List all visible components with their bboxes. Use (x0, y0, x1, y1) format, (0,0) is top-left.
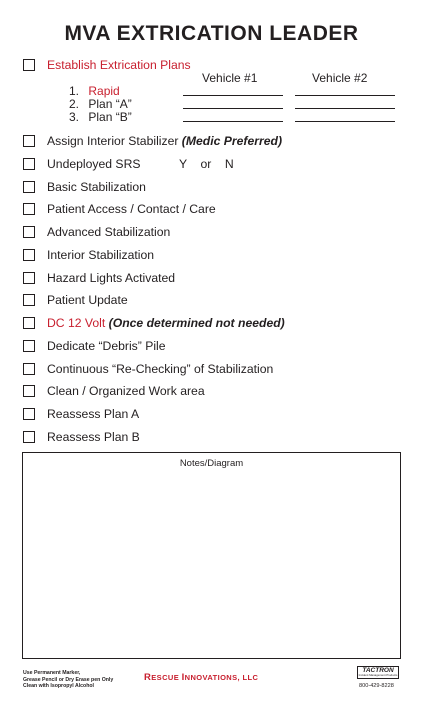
notes-label: Notes/Diagram (179, 458, 244, 469)
vehicle-1-plan-a-line[interactable] (183, 108, 283, 109)
plan-item-b (69, 110, 132, 124)
notes-diagram-area[interactable] (22, 452, 401, 659)
checklist-item-patient-update: Patient Update (47, 293, 128, 307)
vehicle-1-rapid-line[interactable] (183, 95, 283, 96)
establish-plans-label: Establish Extrication Plans (47, 58, 191, 72)
checklist-item-debris-pile: Dedicate “Debris” Pile (47, 339, 166, 353)
plan-number: 3. (69, 110, 80, 124)
checklist-item-clean-work-area: Clean / Organized Work area (47, 384, 205, 398)
logo-subtitle: Incident Management Products (358, 673, 398, 677)
company-name-part: LLC (242, 673, 259, 682)
checklist-item-reassess-plan-b: Reassess Plan B (47, 430, 140, 444)
tactron-logo (357, 666, 399, 679)
instruction-line: Use Permanent Marker, (23, 670, 81, 676)
plan-text: Rapid (88, 84, 120, 98)
checkbox-basic-stabilization[interactable] (23, 181, 35, 193)
plan-item-a (69, 97, 132, 111)
phone-number: 800-429-8228 (359, 683, 394, 689)
plan-number: 1. (69, 84, 80, 98)
checklist-item-undeployed-srs: Undeployed SRS (47, 157, 141, 171)
checkbox-patient-access[interactable] (23, 203, 35, 215)
checkbox-advanced-stabilization[interactable] (23, 226, 35, 238)
srs-yes-no[interactable]: Y or N (179, 157, 234, 171)
vehicle-2-header: Vehicle #2 (312, 71, 368, 85)
checkbox-clean-work-area[interactable] (23, 385, 35, 397)
vehicle-1-plan-b-line[interactable] (183, 121, 283, 122)
usage-instructions (23, 670, 113, 690)
checklist-item-re-checking: Continuous “Re-Checking” of Stabilization (47, 362, 274, 376)
medic-preferred-note: (Medic Preferred) (181, 134, 283, 148)
company-name-part: I (181, 672, 185, 683)
plan-text: Plan “A” (88, 97, 132, 111)
dc-12-volt-note: (Once determined not needed) (108, 316, 285, 330)
dc-12-volt-text: DC 12 Volt (47, 316, 109, 330)
checkbox-interior-stabilization[interactable] (23, 249, 35, 261)
checkbox-hazard-lights[interactable] (23, 272, 35, 284)
company-name-part: R (144, 672, 152, 683)
company-name (144, 672, 258, 683)
page-title: MVA EXTRICATION LEADER (64, 22, 359, 45)
instruction-line: Grease Pencil or Dry Erase pen Only (23, 676, 114, 683)
checkbox-dc-12-volt[interactable] (23, 317, 35, 329)
checklist-item-patient-access: Patient Access / Contact / Care (47, 202, 216, 216)
checkbox-patient-update[interactable] (23, 294, 35, 306)
checklist-item-basic-stabilization: Basic Stabilization (47, 180, 146, 194)
plan-number: 2. (69, 97, 80, 111)
checklist-item-reassess-plan-a: Reassess Plan A (47, 407, 140, 421)
company-name-part: ESCUE (151, 673, 182, 682)
checkbox-re-checking[interactable] (23, 363, 35, 375)
checkbox-debris-pile[interactable] (23, 340, 35, 352)
plan-item-rapid (69, 84, 120, 98)
instruction-line: Clean with Isopropyl Alcohol (23, 683, 94, 689)
plan-text: Plan “B” (88, 110, 132, 124)
checklist-item-advanced-stabilization: Advanced Stabilization (47, 225, 171, 239)
checklist-text: Assign Interior Stabilizer (47, 134, 182, 148)
checklist-item-interior-stabilization: Interior Stabilization (47, 248, 155, 262)
vehicle-2-rapid-line[interactable] (295, 95, 395, 96)
checklist-item-interior-stabilizer (47, 134, 282, 148)
checkbox-establish-plans[interactable] (23, 59, 35, 71)
checkbox-interior-stabilizer[interactable] (23, 135, 35, 147)
checkbox-reassess-plan-a[interactable] (23, 408, 35, 420)
checkbox-undeployed-srs[interactable] (23, 158, 35, 170)
logo-name: TACTRON (362, 667, 394, 674)
vehicle-1-header: Vehicle #1 (202, 71, 258, 85)
vehicle-2-plan-a-line[interactable] (295, 108, 395, 109)
checkbox-reassess-plan-b[interactable] (23, 431, 35, 443)
vehicle-2-plan-b-line[interactable] (295, 121, 395, 122)
checklist-item-hazard-lights: Hazard Lights Activated (47, 271, 176, 285)
checklist-item-dc-12-volt (47, 316, 285, 330)
company-name-part: NNOVATIONS, (184, 673, 243, 682)
